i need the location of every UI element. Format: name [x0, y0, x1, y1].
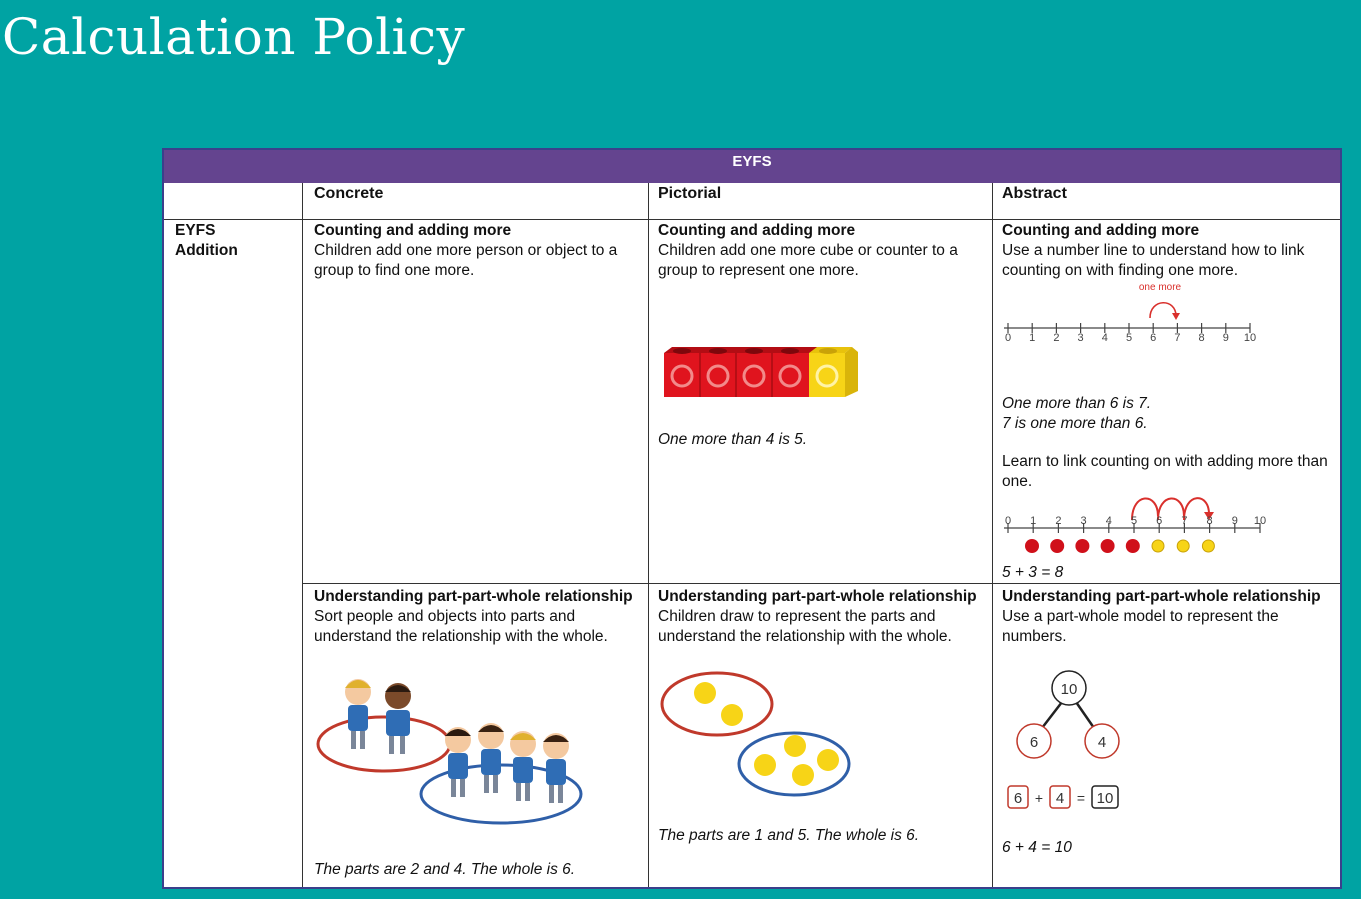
- red-counter: [1050, 539, 1064, 553]
- r2-pictorial: [658, 587, 988, 647]
- r2-pictorial-heading: Understanding part-part-whole relationship: [658, 588, 977, 605]
- r1-abstract-caption1: One more than 6 is 7.: [1002, 395, 1152, 412]
- nl2-tick-label: 1: [1030, 515, 1037, 527]
- r1-abstract-caption3: 5 + 3 = 8: [1002, 564, 1064, 581]
- r1-pictorial: [658, 221, 988, 281]
- nl1-tick-label: 7: [1174, 332, 1181, 344]
- nl1-tick-label: 2: [1053, 332, 1060, 344]
- r1-concrete-text: Children add one more person or object to a group to find one more.: [314, 242, 618, 279]
- row-label-line1: EYFS: [175, 222, 216, 239]
- red-counter: [1025, 539, 1039, 553]
- r1-concrete: [314, 221, 639, 281]
- r2-concrete-heading: Understanding part-part-whole relationship: [314, 588, 633, 605]
- child-figure: [385, 683, 411, 754]
- r1-pictorial-text: Children add one more cube or counter to a group to represent one more.: [658, 242, 958, 279]
- col-header-pictorial: Pictorial: [658, 185, 722, 202]
- child-figure: [510, 731, 536, 801]
- eyfs-banner: EYFS: [164, 150, 1340, 183]
- nl2-tick-label: 5: [1130, 515, 1138, 527]
- policy-table: [162, 148, 1342, 889]
- boxed-equation: [1006, 783, 1131, 813]
- nl1-tick-label: 10: [1243, 332, 1257, 344]
- red-counter: [1075, 539, 1089, 553]
- box-b: 4: [1055, 790, 1065, 807]
- nl1-tick-label: 4: [1101, 332, 1108, 344]
- nl2-tick-label: 4: [1105, 515, 1112, 527]
- r1-concrete-heading: Counting and adding more: [314, 222, 512, 239]
- row-label-line2: Addition: [175, 242, 238, 259]
- red-counter: [1126, 539, 1140, 553]
- red-counter: [1101, 539, 1115, 553]
- cube-train-image: [660, 343, 865, 403]
- r2-concrete-text: Sort people and objects into parts and understand the relationship with the whole.: [314, 608, 608, 645]
- nl1-tick-label: 1: [1029, 332, 1036, 344]
- nl1-tick-label: 8: [1198, 332, 1205, 344]
- r1-pictorial-caption: One more than 4 is 5.: [658, 431, 808, 448]
- part-whole-drawing: [660, 666, 860, 806]
- box-eq: =: [1076, 790, 1086, 806]
- part-whole-model: [1014, 668, 1144, 763]
- child-figure: [478, 723, 504, 793]
- box-op: +: [1034, 790, 1044, 806]
- r1-abstract-captions: [1002, 394, 1151, 434]
- number-line-counting-on: [1000, 486, 1270, 558]
- nl2-tick-label: 6: [1156, 515, 1163, 527]
- child-figure: [543, 733, 569, 803]
- r1-abstract-caption2: 7 is one more than 6.: [1002, 415, 1148, 432]
- nl2-tick-label: 3: [1080, 515, 1087, 527]
- nl2-tick-label: 8: [1206, 515, 1213, 527]
- yellow-counter: [1202, 540, 1214, 552]
- child-figure: [345, 679, 371, 749]
- col-divider: [302, 183, 303, 887]
- r2-concrete-caption: The parts are 2 and 4. The whole is 6.: [314, 861, 576, 878]
- yellow-counter: [1177, 540, 1189, 552]
- nl1-tick-label: 6: [1150, 332, 1157, 344]
- r1-abstract-text2: Learn to link counting on with adding more than one.: [1002, 453, 1328, 490]
- yellow-counter: [1152, 540, 1164, 552]
- col-header-abstract: Abstract: [1002, 185, 1067, 202]
- r2-abstract: [1002, 587, 1332, 647]
- one-more-label: one more: [1138, 282, 1182, 293]
- col-header-concrete: Concrete: [314, 185, 384, 202]
- nl2-tick-label: 2: [1055, 515, 1062, 527]
- r1-abstract-heading: Counting and adding more: [1002, 222, 1200, 239]
- number-line-one-more: [1000, 280, 1260, 346]
- r2-abstract-heading: Understanding part-part-whole relationship: [1002, 588, 1321, 605]
- nl2-tick-label: 9: [1231, 515, 1238, 527]
- r2-pictorial-caption: The parts are 1 and 5. The whole is 6.: [658, 827, 920, 844]
- part-b-value: 4: [1097, 734, 1107, 751]
- nl1-tick-label: 5: [1125, 332, 1133, 344]
- whole-value: 10: [1060, 681, 1078, 698]
- r1-abstract-text: Use a number line to understand how to link counting on with finding one more.: [1002, 242, 1305, 279]
- box-a: 6: [1013, 790, 1023, 807]
- nl2-tick-label: 0: [1004, 515, 1012, 527]
- nl2-tick-label: 7: [1181, 515, 1188, 527]
- nl1-tick-label: 3: [1077, 332, 1084, 344]
- row-divider: [303, 583, 1340, 584]
- r1-pictorial-heading: Counting and adding more: [658, 222, 856, 239]
- r1-abstract: [1002, 221, 1337, 281]
- r2-abstract-caption: 6 + 4 = 10: [1002, 839, 1072, 856]
- part-a-value: 6: [1029, 734, 1039, 751]
- child-figure: [445, 727, 471, 797]
- r2-concrete: [314, 587, 644, 647]
- nl2-tick-label: 10: [1253, 515, 1267, 527]
- page-title: Calculation Policy: [2, 8, 466, 66]
- r2-abstract-text: Use a part-whole model to represent the numbers.: [1002, 608, 1279, 645]
- box-total: 10: [1096, 790, 1114, 807]
- header-divider: [164, 219, 1340, 220]
- col-divider: [992, 183, 993, 887]
- children-sorting-image: [316, 670, 586, 830]
- r2-pictorial-text: Children draw to represent the parts and understand the relationship with the whole.: [658, 608, 952, 645]
- nl1-tick-label: 0: [1004, 332, 1012, 344]
- col-divider: [648, 183, 649, 887]
- nl1-tick-label: 9: [1222, 332, 1229, 344]
- row-label: [175, 221, 238, 261]
